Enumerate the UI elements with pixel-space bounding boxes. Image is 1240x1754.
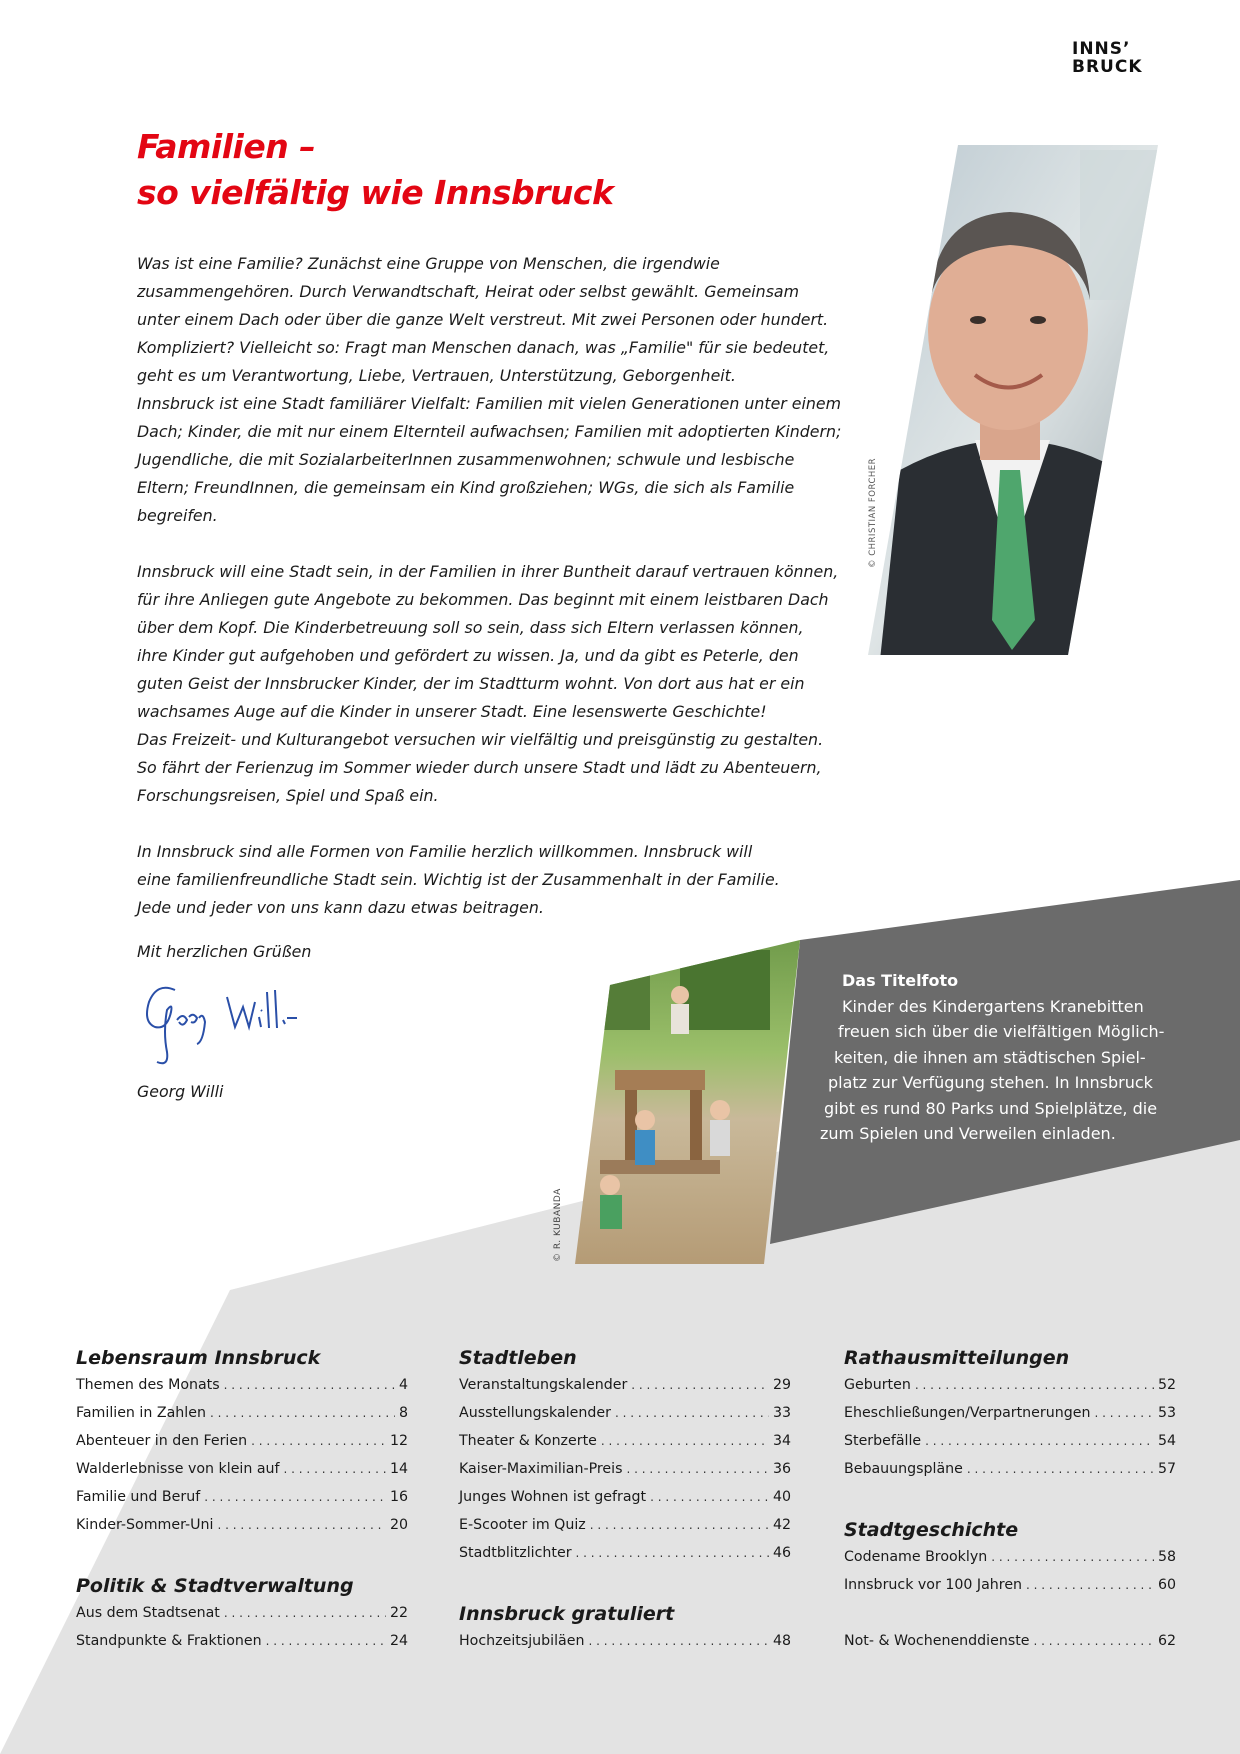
caption-line: zum Spielen und Verweilen einladen. [820, 1124, 1116, 1143]
paragraph-1 [137, 250, 857, 530]
toc-entry-label: Hochzeitsjubiläen [459, 1633, 585, 1649]
caption-line: platz zur Verfügung stehen. In Innsbruck [828, 1073, 1153, 1092]
toc-heading: Rathausmitteilungen [844, 1347, 1070, 1369]
greeting: Mit herzlichen Grüßen [137, 942, 312, 961]
toc-entry[interactable] [459, 1461, 791, 1489]
toc-heading: Stadtgeschichte [844, 1519, 1019, 1541]
toc-leader [588, 1634, 768, 1648]
toc-entry-page: 42 [772, 1517, 791, 1533]
toc-entry[interactable] [76, 1405, 408, 1433]
toc-entry-label: Familien in Zahlen [76, 1405, 206, 1421]
toc-heading: Lebensraum Innsbruck [76, 1347, 321, 1369]
toc-entry[interactable] [844, 1549, 1176, 1577]
body-line: begreifen. [137, 506, 218, 525]
toc-entry-label: Familie und Beruf [76, 1489, 201, 1505]
toc-column-2 [459, 1345, 791, 1689]
toc-entry-page: 48 [772, 1633, 791, 1649]
body-line: ihre Kinder gut aufgehoben und gefördert zu wissen. Ja, und da gibt es Peterle, den [137, 646, 799, 665]
toc-leader [210, 1406, 395, 1420]
toc-entry-label: Kaiser-Maximilian-Preis [459, 1461, 623, 1477]
body-line: unter einem Dach oder über die ganze Welt verstreut. Mit zwei Personen oder hundert. [137, 310, 829, 329]
toc-section-rathaus [844, 1345, 1176, 1489]
toc-column-1 [76, 1345, 408, 1689]
toc-column-3 [844, 1345, 1176, 1689]
toc-section-politik [76, 1573, 408, 1661]
toc-entry-label: Ausstellungskalender [459, 1405, 611, 1421]
toc-entry[interactable] [844, 1461, 1176, 1489]
toc-entry-label: Veranstaltungskalender [459, 1377, 628, 1393]
toc-section-lebensraum [76, 1345, 408, 1545]
caption-line: freuen sich über die vielfältigen Möglich- [838, 1022, 1165, 1041]
toc-leader [576, 1546, 769, 1560]
signer-name: Georg Willi [137, 1082, 224, 1101]
editorial-body [137, 250, 857, 922]
toc-entry-page: 52 [1157, 1377, 1176, 1393]
caption-line: Kinder des Kindergartens Kranebitten [842, 996, 1144, 1016]
body-line: Das Freizeit- und Kulturangebot versuchen wir vielfältig und preisgünstig zu gestalten. [137, 730, 824, 749]
body-line: wachsames Auge auf die Kinder in unserer Stadt. Eine lesenswerte Geschichte! [137, 702, 767, 721]
toc-leader [266, 1634, 386, 1648]
toc-entry-page: 53 [1157, 1405, 1176, 1421]
toc-entry[interactable] [76, 1605, 408, 1633]
body-line: Innsbruck will eine Stadt sein, in der Familien in ihrer Buntheit darauf vertrauen können, [137, 562, 839, 581]
caption-line: gibt es rund 80 Parks und Spielplätze, die [824, 1098, 1158, 1118]
body-line: In Innsbruck sind alle Formen von Familie herzlich willkommen. Innsbruck will [137, 842, 753, 861]
toc-entry-label: Aus dem Stadtsenat [76, 1605, 220, 1621]
innsbruck-logo [1072, 40, 1143, 76]
toc-entry[interactable] [844, 1577, 1176, 1605]
toc-leader [224, 1378, 395, 1392]
body-line: Dach; Kinder, die mit nur einem Elternteil aufwachsen; Familien mit adoptierten Kindern; [137, 422, 842, 441]
toc-leader [1094, 1406, 1154, 1420]
toc-leader [925, 1434, 1154, 1448]
toc-entry[interactable] [459, 1517, 791, 1545]
toc-leader [1026, 1578, 1154, 1592]
toc-entry-label: Innsbruck vor 100 Jahren [844, 1577, 1023, 1593]
toc-leader [915, 1378, 1154, 1392]
toc-entry-page: 29 [772, 1377, 791, 1393]
toc-entry[interactable] [76, 1633, 408, 1661]
toc-leader [631, 1378, 769, 1392]
toc-entry-page: 20 [389, 1517, 408, 1533]
body-line: geht es um Verantwortung, Liebe, Vertrauen, Unterstützung, Geborgenheit. [137, 366, 736, 385]
toc-entry-page: 4 [398, 1377, 408, 1393]
toc-entry-label: Sterbefälle [844, 1433, 922, 1449]
toc-leader [590, 1518, 769, 1532]
body-line: guten Geist der Innsbrucker Kinder, der im Stadtturm wohnt. Von dort aus hat er ein [137, 674, 805, 693]
toc-section-notdienste [844, 1633, 1176, 1661]
title-line-2: so vielfältig wie Innsbruck [137, 173, 614, 212]
toc-entry-page: 40 [772, 1489, 791, 1505]
toc-entry-page: 46 [772, 1545, 791, 1561]
toc-entry-page: 14 [389, 1461, 408, 1477]
toc-entry-page: 54 [1157, 1433, 1176, 1449]
toc-entry[interactable] [76, 1517, 408, 1545]
body-line: über dem Kopf. Die Kinderbetreuung soll so sein, dass sich Eltern verlassen können, [137, 618, 804, 637]
toc-entry-label: Kinder-Sommer-Uni [76, 1517, 214, 1533]
toc-entry[interactable] [459, 1405, 791, 1433]
toc-entry-label: Codename Brooklyn [844, 1549, 988, 1565]
toc-entry-page: 24 [389, 1633, 408, 1649]
toc-leader [1034, 1634, 1154, 1648]
toc-entry-label: Walderlebnisse von klein auf [76, 1461, 280, 1477]
caption-title: Das Titelfoto [842, 971, 959, 990]
toc-leader [991, 1550, 1154, 1564]
title-line-1: Familien – [137, 127, 316, 166]
toc-entry-page: 33 [772, 1405, 791, 1421]
handwritten-signature [137, 972, 307, 1072]
toc-entry-label: E-Scooter im Quiz [459, 1517, 586, 1533]
toc-section-gratuliert [459, 1601, 791, 1661]
toc-entry[interactable] [76, 1461, 408, 1489]
toc-leader [251, 1434, 386, 1448]
toc-leader [626, 1462, 768, 1476]
toc-entry-page: 22 [389, 1605, 408, 1621]
toc-entry[interactable] [844, 1377, 1176, 1405]
body-line: Was ist eine Familie? Zunächst eine Gruppe von Menschen, die irgendwie [137, 254, 720, 273]
toc-section-stadtleben [459, 1345, 791, 1573]
body-line: Innsbruck ist eine Stadt familiärer Vielfalt: Familien mit vielen Generationen unter einem [137, 394, 842, 413]
toc-entry-label: Theater & Konzerte [459, 1433, 597, 1449]
cover-photo-caption [820, 968, 1180, 1147]
toc-entry-label: Junges Wohnen ist gefragt [459, 1489, 647, 1505]
toc-leader [601, 1434, 769, 1448]
toc-leader [204, 1490, 386, 1504]
toc-leader [284, 1462, 386, 1476]
body-line: Forschungsreisen, Spiel und Spaß ein. [137, 786, 439, 805]
toc-entry[interactable] [844, 1633, 1176, 1661]
toc-entry-label: Not- & Wochenenddienste [844, 1633, 1030, 1649]
toc-leader [217, 1518, 386, 1532]
toc-section-stadtgeschichte [844, 1517, 1176, 1605]
portrait-photo [860, 140, 1160, 660]
toc-heading: Stadtleben [459, 1347, 577, 1369]
toc-entry-page: 34 [772, 1433, 791, 1449]
toc-entry-label: Bebauungspläne [844, 1461, 963, 1477]
toc-leader [615, 1406, 769, 1420]
toc-entry-label: Standpunkte & Fraktionen [76, 1633, 262, 1649]
logo-line-1: INNS’ [1072, 39, 1131, 59]
toc-heading: Politik & Stadtverwaltung [76, 1575, 354, 1597]
toc-entry-label: Abenteuer in den Ferien [76, 1433, 248, 1449]
toc-entry-label: Themen des Monats [76, 1377, 220, 1393]
toc-entry[interactable] [459, 1377, 791, 1405]
toc-entry[interactable] [459, 1633, 791, 1661]
body-line: Jede und jeder von uns kann dazu etwas beitragen. [137, 898, 544, 917]
page-title [137, 124, 613, 216]
toc-entry[interactable] [459, 1433, 791, 1461]
toc-entry[interactable] [844, 1433, 1176, 1461]
toc-entry-page: 60 [1157, 1577, 1176, 1593]
portrait-credit: © CHRISTIAN FORCHER [868, 457, 878, 568]
body-line: für ihre Anliegen gute Angebote zu bekommen. Das beginnt mit einem leistbaren Dach [137, 590, 829, 609]
logo-line-2: BRUCK [1072, 57, 1143, 77]
photo-credit: © R. KUBANDA [553, 1188, 563, 1262]
caption-line: keiten, die ihnen am städtischen Spiel- [834, 1047, 1146, 1067]
toc-entry[interactable] [76, 1377, 408, 1405]
toc-entry-label: Stadtblitzlichter [459, 1545, 572, 1561]
toc-entry-label: Geburten [844, 1377, 911, 1393]
toc-entry-page: 36 [772, 1461, 791, 1477]
toc-entry-label: Eheschließungen/Verpartnerungen [844, 1405, 1091, 1421]
toc-entry[interactable] [844, 1405, 1176, 1433]
body-line: Jugendliche, die mit SozialarbeiterInnen zusammenwohnen; schwule und lesbische [137, 450, 795, 469]
paragraph-2 [137, 558, 857, 810]
toc-entry-page: 12 [389, 1433, 408, 1449]
toc-leader [967, 1462, 1154, 1476]
toc-leader [224, 1606, 386, 1620]
paragraph-gap [137, 530, 857, 558]
paragraph-gap [137, 810, 857, 838]
toc-entry-page: 62 [1157, 1633, 1176, 1649]
body-line: Kompliziert? Vielleicht so: Fragt man Menschen danach, was „Familie" für sie bedeutet, [137, 338, 830, 357]
paragraph-3 [137, 838, 857, 922]
toc-entry-page: 58 [1157, 1549, 1176, 1565]
body-line: zusammengehören. Durch Verwandtschaft, Heirat oder selbst gewählt. Gemeinsam [137, 282, 799, 301]
body-line: eine familienfreundliche Stadt sein. Wichtig ist der Zusammenhalt in der Familie. [137, 870, 780, 889]
toc-entry[interactable] [76, 1433, 408, 1461]
toc-entry[interactable] [459, 1545, 791, 1573]
toc-entry-page: 16 [389, 1489, 408, 1505]
body-line: Eltern; FreundInnen, die gemeinsam ein Kind großziehen; WGs, die sich als Familie [137, 478, 795, 497]
toc-entry-page: 57 [1157, 1461, 1176, 1477]
toc-entry[interactable] [76, 1489, 408, 1517]
toc-entry-page: 8 [398, 1405, 408, 1421]
toc-heading: Innsbruck gratuliert [459, 1603, 675, 1625]
toc-entry[interactable] [459, 1489, 791, 1517]
toc-leader [650, 1490, 769, 1504]
body-line: So fährt der Ferienzug im Sommer wieder durch unsere Stadt und lädt zu Abenteuern, [137, 758, 822, 777]
